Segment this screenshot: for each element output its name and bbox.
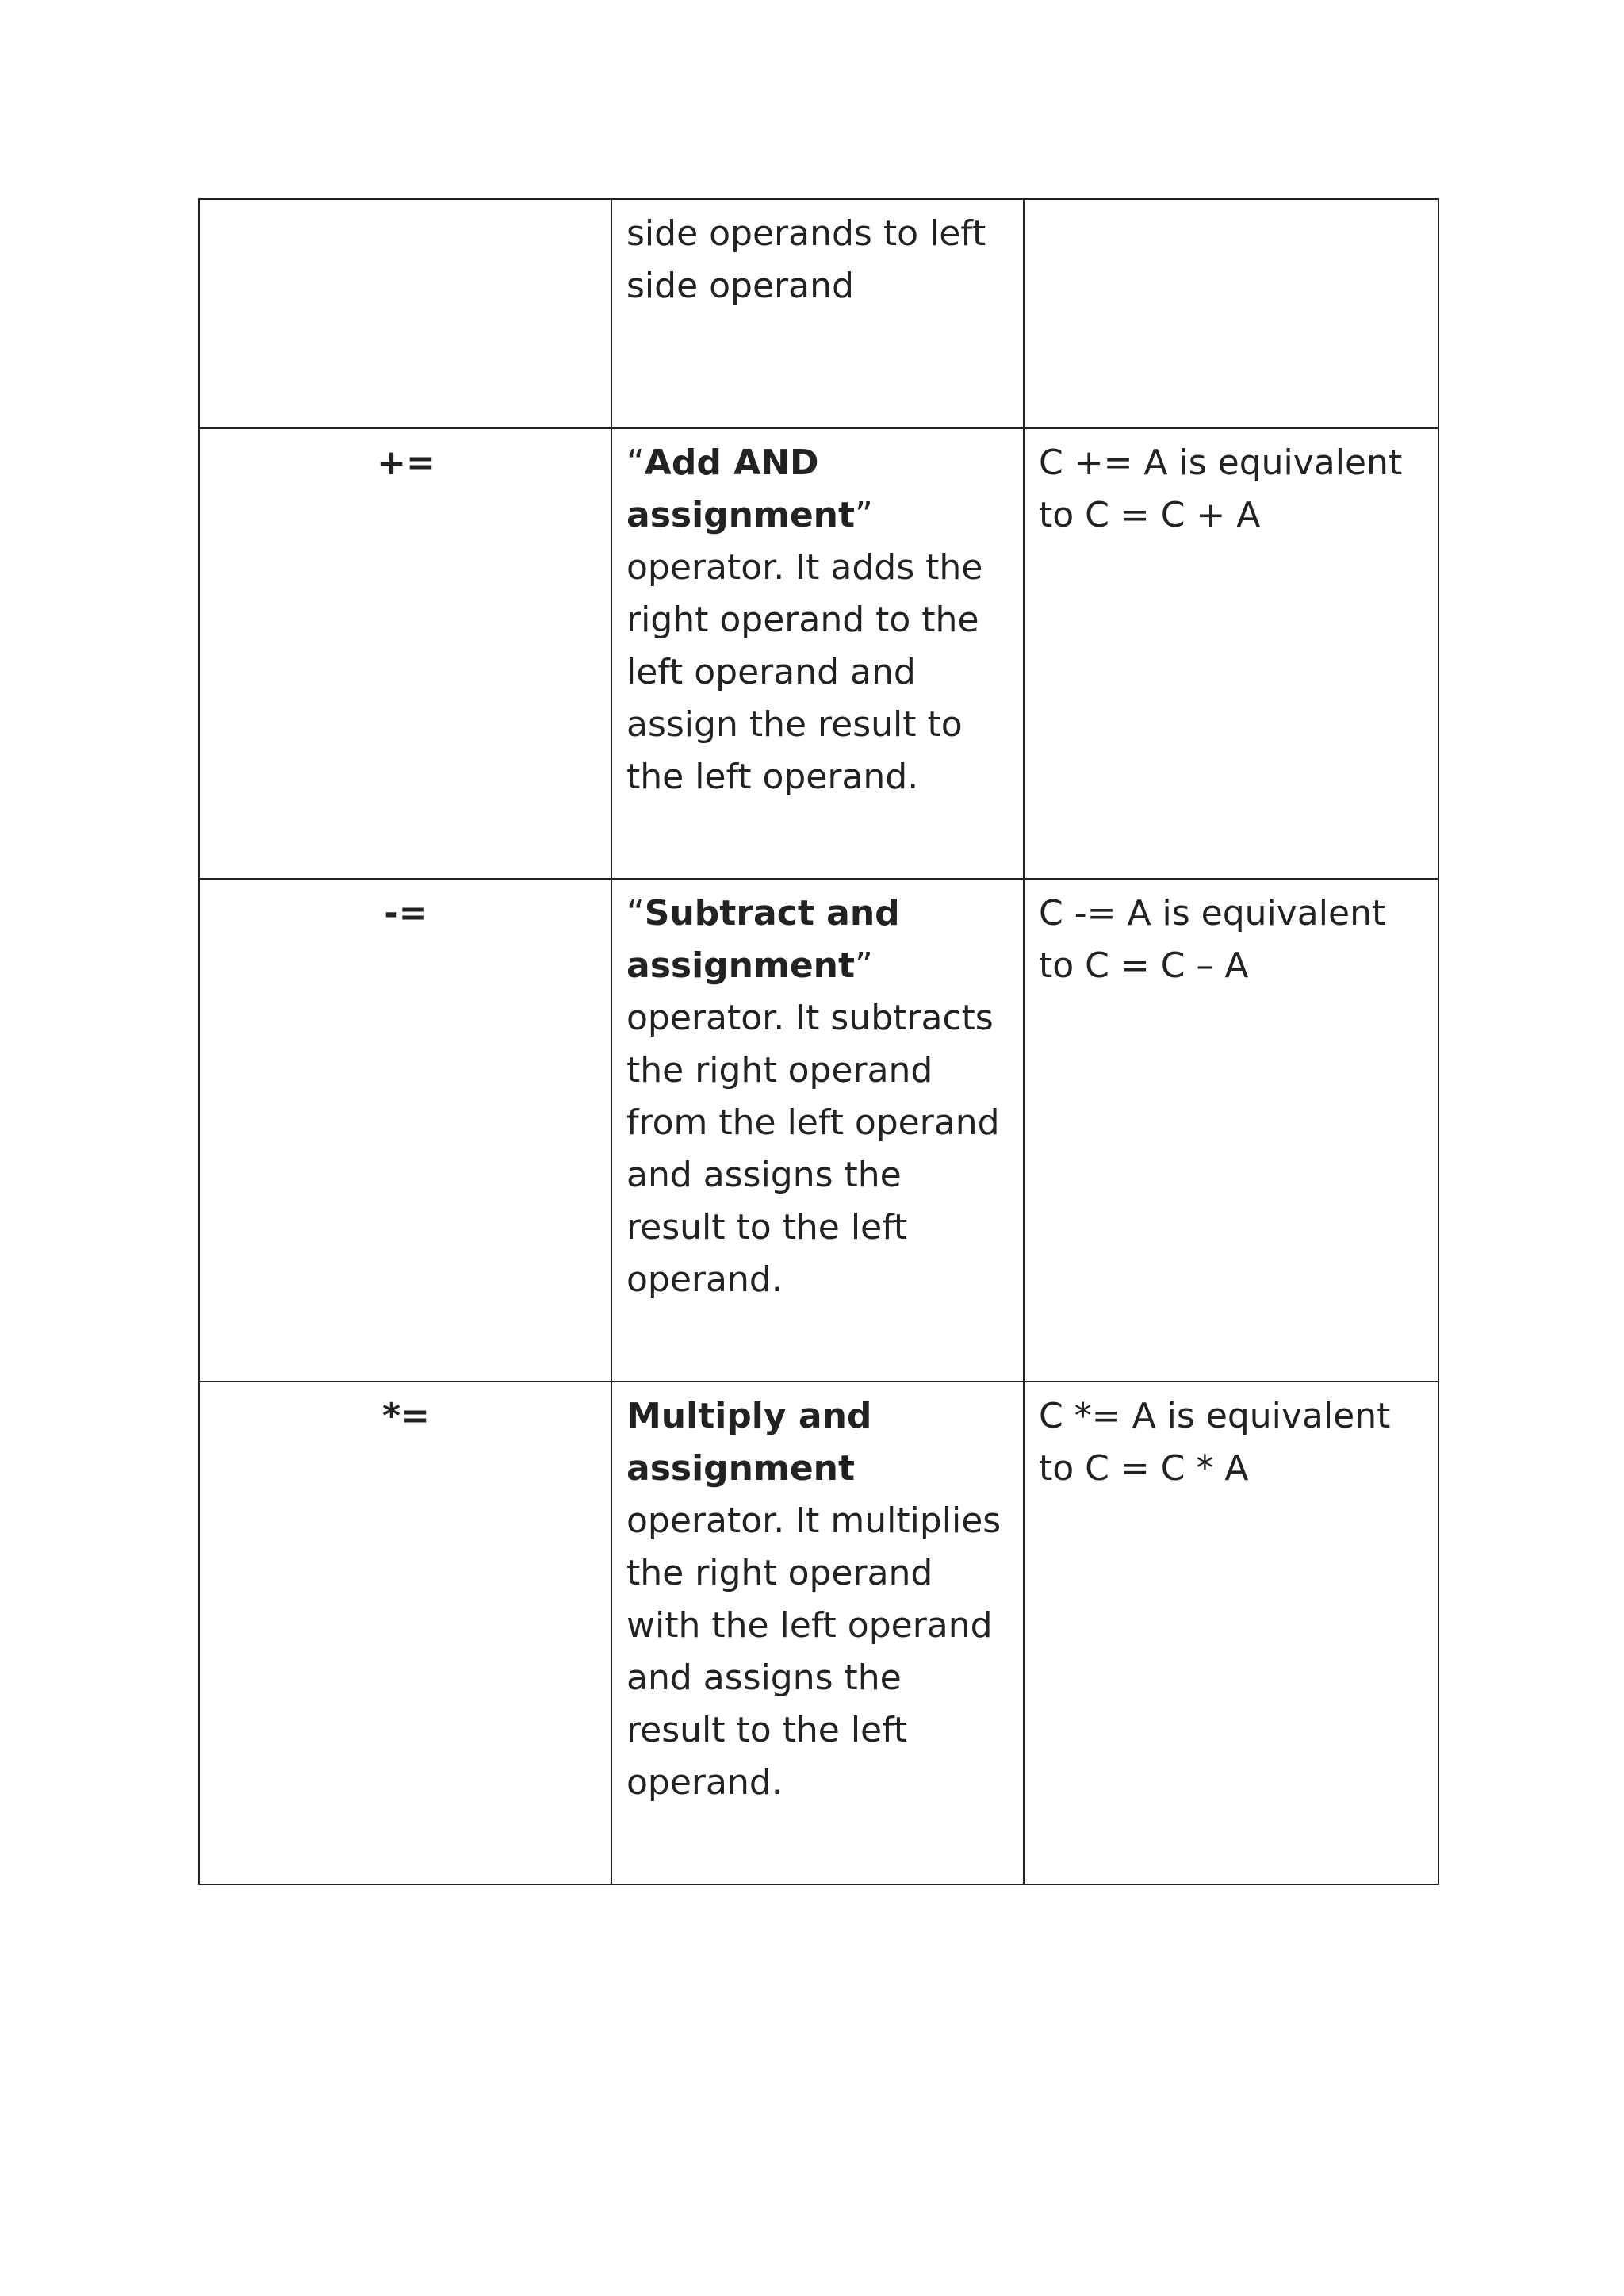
description-text: side operands to left side operand	[626, 213, 986, 306]
operator-cell: +=	[199, 428, 611, 879]
example-cell	[1024, 199, 1438, 428]
description-bold: Multiply and assignment	[626, 1396, 872, 1489]
table-row	[199, 1382, 1438, 1884]
operator-cell: -=	[199, 879, 611, 1382]
table-row	[199, 428, 1438, 879]
operator-cell: *=	[199, 1382, 611, 1884]
description-prefix: “	[626, 443, 645, 483]
description-bold: Subtract and assignment	[626, 893, 900, 986]
description-text: ” operator. It subtracts the right operand from the left operand and assigns the result to the left operand.	[626, 945, 1000, 1300]
description-text: operator. It multiplies the right operand with the left operand and assigns the result to the left operand.	[626, 1501, 1002, 1803]
example-cell: C *= A is equivalent to C = C * A	[1024, 1382, 1438, 1884]
table-row	[199, 879, 1438, 1382]
description-prefix: “	[626, 893, 645, 933]
example-cell: C -= A is equivalent to C = C – A	[1024, 879, 1438, 1382]
description-cell	[611, 879, 1024, 1382]
description-cell	[611, 1382, 1024, 1884]
table-row	[199, 199, 1438, 428]
description-cell	[611, 199, 1024, 428]
description-bold: Add AND assignment	[626, 443, 856, 535]
operator-cell	[199, 199, 611, 428]
description-text: ” operator. It adds the right operand to the left operand and assign the result to the left operand.	[626, 495, 983, 797]
description-cell	[611, 428, 1024, 879]
operators-table	[198, 198, 1439, 1885]
example-cell: C += A is equivalent to C = C + A	[1024, 428, 1438, 879]
